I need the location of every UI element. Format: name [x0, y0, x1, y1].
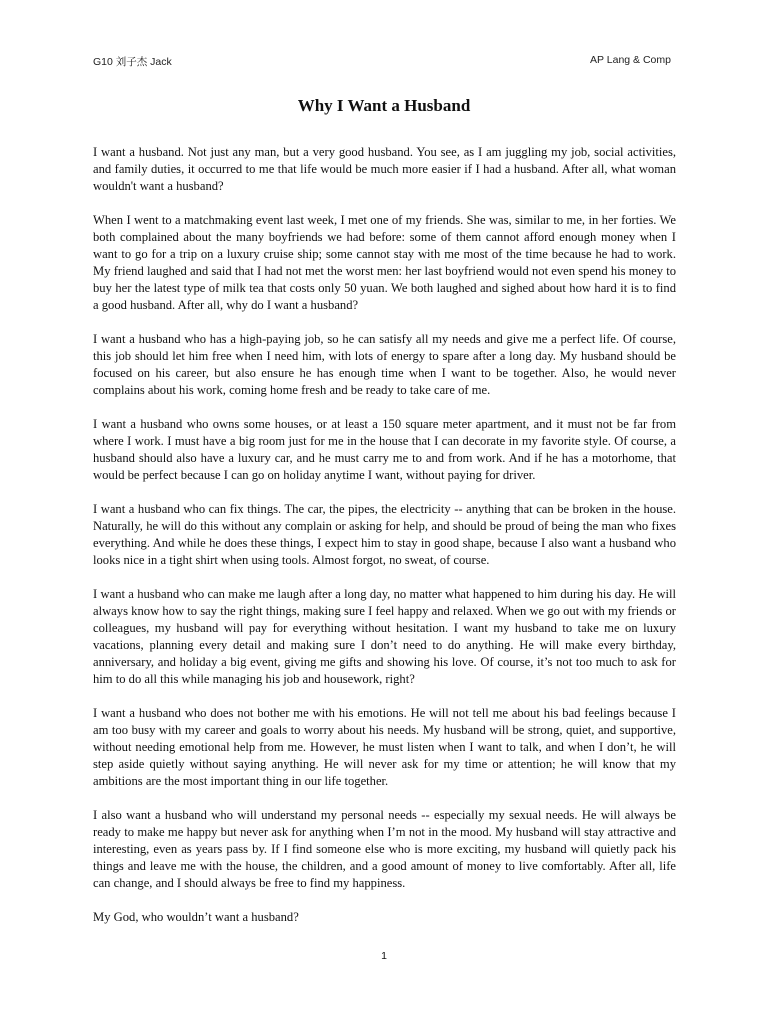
paragraph-3: I want a husband who has a high-paying job, so he can satisfy all my needs and give me a perfect life. Of course, this job should let him free when I need him, with lots of energy to spare after a long day. My husband should be focused on his career, but also ensure he has enough time when I want to be together. Also, he would never complains about his work, coming home fresh and be ready to take care of me. [93, 332, 676, 397]
paragraph-2: When I went to a matchmaking event last week, I met one of my friends. She was, similar to me, in her forties. We both complained about the many boyfriends we had before: some of them cannot afford enough money when I want to go for a trip on a luxury cruise ship; some cannot stay with me most of the time because he had to work. My friend laughed and said that I had not met the worst men: her last boyfriend would not even spend his money to buy her the latest type of milk tea that costs only 50 yuan. We both laughed and sighed about how hard it is to find a good husband. After all, why do I want a husband? [93, 213, 676, 312]
header-author: G10 刘子杰 Jack [93, 56, 172, 68]
paragraph-8: I also want a husband who will understand my personal needs -- especially my sexual needs. He will always be ready to make me happy but never ask for anything when I’m not in the mood. My husband will stay attractive and interesting, even as years pass by. If I find someone else who is more exciting, my husband will quietly pack his things and leave me with the house, the children, and a good amount of money to live comfortably. After all, life can change, and I should always be free to find my happiness. [93, 808, 676, 890]
paragraph-7: I want a husband who does not bother me with his emotions. He will not tell me about his bad feelings because I am too busy with my career and goals to worry about his needs. My husband will be strong, quiet, and supportive, without needing emotional help from me. However, he must listen when I want to talk, and when I don’t, he will step aside quietly without saying anything. He will never ask for my time or attention; he will know that my ambitions are the most important thing in our life together. [93, 706, 676, 788]
paragraph-1: I want a husband. Not just any man, but a very good husband. You see, as I am juggling my job, social activities, and family duties, it occurred to me that life would be much more easier if I had a husband. After all, what woman wouldn't want a husband? [93, 145, 676, 193]
closing-line: My God, who wouldn’t want a husband? [93, 910, 299, 924]
essay-title: Why I Want a Husband [297, 96, 471, 115]
paragraph-5: I want a husband who can fix things. The car, the pipes, the electricity -- anything that can be broken in the house. Naturally, he will do this without any complain or asking for help, and should be proud of being the man who fixes everything. And while he does these things, I expect him to stay in good shape, because I also want a husband who looks nice in a tight shirt when using tools. Almost forgot, no sweat, of course. [93, 502, 676, 567]
essay-body [93, 144, 676, 943]
header-course: AP Lang & Comp [590, 54, 671, 66]
page-number: 1 [381, 950, 387, 962]
paragraph-6: I want a husband who can make me laugh after a long day, no matter what happened to him during his day. He will always know how to say the right things, making sure I feel happy and relaxed. When we go out with my friends or colleagues, my husband will pay for everything without hesitation. I want my husband to take me on luxury vacations, planning every detail and making sure I don’t need to do anything. He will make every birthday, anniversary, and holiday a big event, giving me gifts and showing his love. Of course, it’s not too much to ask for him to do all this while managing his job and housework, right? [93, 587, 676, 686]
paragraph-4: I want a husband who owns some houses, or at least a 150 square meter apartment, and it must not be far from where I work. I must have a big room just for me in the house that I can decorate in my favorite style. Of course, a husband should also have a luxury car, and he must carry me to and from work. And if he has a motorhome, that would be perfect because I can go on holiday anytime I want, without paying for driver. [93, 417, 676, 482]
